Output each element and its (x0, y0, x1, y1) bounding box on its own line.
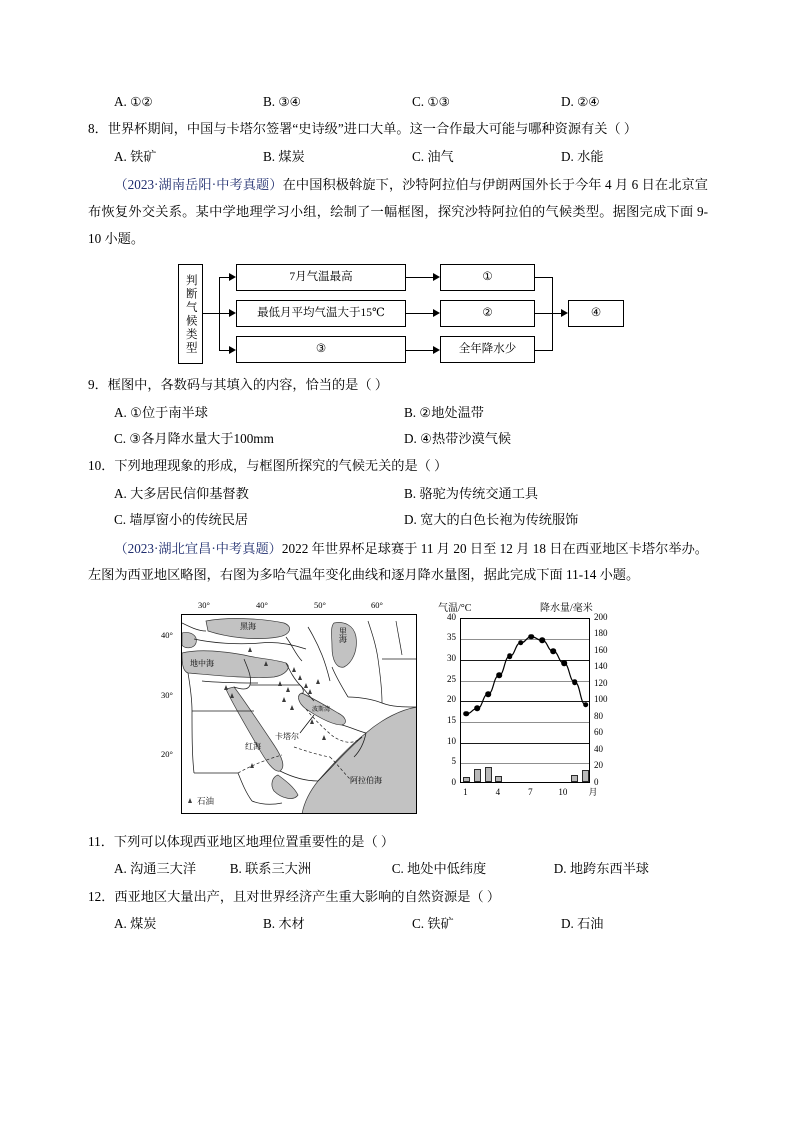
oil-marker (264, 661, 268, 666)
q11-option-c: C. 地处中低纬度 (391, 861, 487, 877)
q12-option-d: D. 石油 (560, 916, 604, 932)
flowchart-branch-2 (219, 313, 229, 314)
chart-ytick-right: 20 (594, 760, 603, 771)
passage-2-source: （2023·湖北宜昌·中考真题） (114, 540, 282, 556)
oil-marker (298, 675, 302, 680)
flowchart-link-1 (406, 277, 433, 278)
q7-options (88, 91, 708, 112)
chart-right-axis-title: 降水量/毫米 (540, 602, 593, 614)
flowchart-title-box: 判断气候类型 (178, 264, 203, 364)
oil-marker (278, 681, 282, 686)
oil-marker (286, 687, 290, 692)
chart-ytick-left: 40 (447, 611, 456, 622)
passage-2 (88, 536, 708, 589)
oil-marker (230, 693, 234, 698)
q9-option-a: A. ①位于南半球 (114, 404, 208, 420)
temperature-point (583, 702, 589, 708)
oil-marker (310, 719, 314, 724)
q11-options (88, 858, 708, 879)
doha-climate-chart (436, 597, 636, 825)
flowchart-arrow-6 (433, 346, 440, 354)
flowchart-result-3: 全年降水少 (440, 336, 535, 363)
temperature-point (561, 660, 567, 666)
chart-ytick-right: 80 (594, 710, 603, 721)
chart-ytick-right: 100 (594, 694, 608, 705)
flowchart-arrow-3 (229, 346, 236, 354)
oil-marker (304, 683, 308, 688)
q9-option-b: B. ②地处温带 (404, 404, 484, 420)
qatar-leader-line (182, 615, 417, 814)
temperature-point (474, 706, 480, 712)
temperature-point (539, 637, 545, 643)
flowchart-merge-mid (535, 313, 561, 314)
west-asia-map (160, 597, 422, 825)
flowchart-arrow-4 (433, 273, 440, 281)
map-frame (181, 614, 417, 814)
q11-option-b: B. 联系三大洲 (229, 861, 312, 877)
q7-option-b: B. ③④ (262, 94, 301, 109)
passage-1-text: 在中国积极斡旋下，沙特阿拉伯与伊朗两国外长于今年 4 月 6 日在北京宣布恢复外交关系。某中学地理学习小组，绘制了一幅框图，探究沙特阿拉伯的气候类型。据图完成下面 9-10 小题。 (88, 177, 708, 246)
map-lat-label-30: 30° (161, 689, 173, 700)
chart-ytick-left: 5 (451, 756, 456, 767)
q11-stem: 11．下列可以体现西亚地区地理位置重要性的是（ ） (88, 833, 395, 849)
chart-ytick-left: 10 (447, 735, 456, 746)
temperature-point (550, 648, 556, 654)
oil-marker (308, 689, 312, 694)
chart-ytick-left: 35 (447, 632, 456, 643)
chart-xtick: 10 (558, 786, 568, 797)
q9-option-d: D. ④热带沙漠气候 (404, 430, 512, 446)
flowchart-arrow-2 (229, 309, 236, 317)
chart-ytick-right: 60 (594, 727, 603, 738)
q9-option-c: C. ③各月降水量大于100mm (114, 430, 274, 446)
q12-option-a: A. 煤炭 (114, 916, 157, 932)
q8-option-a: A. 铁矿 (114, 148, 157, 164)
q8-stem: 8．世界杯期间，中国与卡塔尔签署“史诗级”进口大单。这一合作最大可能与哪种资源有关（ ） (88, 121, 638, 137)
flowchart-link-2 (406, 313, 433, 314)
q12-stem: 12．西亚地区大量出产，且对世界经济产生重大影响的自然资源是（ ） (88, 888, 501, 904)
map-label-red-sea: 红海 (245, 741, 261, 751)
q9-stem: 9．框图中，各数码与其填入的内容，恰当的是（ ） (88, 377, 389, 393)
chart-ytick-left: 0 (451, 776, 456, 787)
chart-ytick-left: 20 (447, 694, 456, 705)
q8-options (88, 146, 708, 167)
figures-row (88, 597, 708, 825)
passage-2-text: 2022 年世界杯足球赛于 11 月 20 日至 12 月 18 日在西亚地区卡塔尔举办。左图为西亚地区略图，右图为多哈气温年变化曲线和逐月降水量图，据此完成下面 11-14 小题。 (88, 540, 708, 583)
oil-marker (292, 667, 296, 672)
map-lon-label-50: 50° (314, 599, 326, 610)
q11-option-d: D. 地跨东西半球 (553, 861, 649, 877)
temperature-point (485, 691, 491, 697)
map-label-arabian-sea: 阿拉伯海 (350, 775, 382, 785)
q10-option-b: B. 骆驼为传统交通工具 (404, 485, 539, 501)
page-content (88, 86, 708, 939)
temperature-point (572, 679, 578, 685)
chart-ytick-left: 15 (447, 714, 456, 725)
flowchart-trunk-stub (203, 313, 220, 314)
oil-marker (248, 647, 252, 652)
map-label-caspian-sea: 里海 (338, 626, 348, 643)
flowchart-branch-1 (219, 277, 229, 278)
q9-options-row-1 (88, 402, 708, 423)
map-lon-label-40: 40° (256, 599, 268, 610)
chart-ytick-left: 30 (447, 653, 456, 664)
temperature-point (507, 653, 513, 659)
oil-marker (290, 705, 294, 710)
flowchart-result-1: ① (440, 264, 535, 291)
chart-xtick: 7 (528, 786, 533, 797)
map-lat-label-20: 20° (161, 748, 173, 759)
map-label-mediterranean-sea: 地中海 (190, 658, 214, 668)
q10-stem: 10．下列地理现象的形成，与框图所探究的气候无关的是（ ） (88, 458, 448, 474)
temperature-point (518, 640, 524, 646)
flowchart-arrow-5 (433, 309, 440, 317)
flowchart-merge-bottom (535, 350, 553, 351)
chart-left-axis-title: 气温/°C (438, 602, 472, 614)
chart-ytick-right: 120 (594, 677, 608, 688)
flowchart-branch-3 (219, 350, 229, 351)
q7-option-d: D. ②④ (560, 94, 600, 109)
flowchart-link-3 (406, 350, 433, 351)
chart-ytick-right: 140 (594, 661, 608, 672)
oil-legend-icon (188, 798, 192, 803)
chart-ytick-left: 25 (447, 673, 456, 684)
q9-options-row-2 (88, 428, 708, 449)
flowchart-arrow-1 (229, 273, 236, 281)
chart-ytick-right: 40 (594, 743, 603, 754)
q10-option-c: C. 墙厚窗小的传统民居 (114, 512, 249, 528)
oil-marker (282, 697, 286, 702)
flowchart-condition-2: 最低月平均气温大于15℃ (236, 300, 406, 327)
chart-ytick-right: 200 (594, 611, 608, 622)
q12-options (88, 913, 708, 934)
oil-marker (316, 679, 320, 684)
climate-type-flowchart (178, 264, 628, 364)
oil-marker (224, 685, 228, 690)
temperature-point (529, 634, 535, 640)
flowchart-condition-1: 7月气温最高 (236, 264, 406, 291)
flowchart-conclusion: ④ (568, 300, 624, 327)
q8-option-c: C. 油气 (411, 148, 454, 164)
q7-option-c: C. ①③ (411, 94, 450, 109)
q7-option-a: A. ①② (114, 94, 153, 109)
q10-options-row-1 (88, 483, 708, 504)
map-lat-label-40: 40° (161, 629, 173, 640)
map-lon-label-30: 30° (198, 599, 210, 610)
map-label-persian-gulf: 波斯湾 (312, 706, 331, 713)
chart-ytick-right: 160 (594, 644, 608, 655)
oil-marker (322, 735, 326, 740)
q10-option-a: A. 大多居民信仰基督教 (114, 485, 249, 501)
flowchart-arrow-7 (561, 309, 568, 317)
q10-option-d: D. 宽大的白色长袍为传统服饰 (404, 512, 579, 528)
q12-option-b: B. 木材 (262, 916, 305, 932)
q11-option-a: A. 沟通三大洋 (114, 861, 197, 877)
chart-xtick: 1 (463, 786, 468, 797)
q10-options-row-2 (88, 509, 708, 530)
oil-marker (250, 763, 254, 768)
flowchart-result-2: ② (440, 300, 535, 327)
chart-ytick-right: 0 (594, 776, 599, 787)
chart-xtick: 4 (495, 786, 501, 797)
flowchart-merge-top (535, 277, 553, 278)
passage-1 (88, 172, 708, 252)
q8-option-d: D. 水能 (560, 148, 604, 164)
passage-1-source: （2023·湖南岳阳·中考真题） (114, 177, 283, 193)
map-label-qatar: 卡塔尔 (275, 731, 299, 741)
map-legend (188, 795, 214, 807)
chart-plot-area (460, 618, 590, 783)
q8-option-b: B. 煤炭 (262, 148, 305, 164)
q12-option-c: C. 铁矿 (411, 916, 454, 932)
temperature-line (461, 619, 591, 784)
map-lon-label-60: 60° (371, 599, 383, 610)
chart-ytick-right: 180 (594, 628, 608, 639)
map-label-black-sea: 黑海 (240, 621, 256, 631)
chart-xaxis-label: 月 (588, 786, 598, 797)
flowchart-condition-3: ③ (236, 336, 406, 363)
temperature-point (464, 711, 470, 717)
temperature-point (496, 673, 502, 679)
map-legend-label: 石油 (197, 795, 215, 806)
